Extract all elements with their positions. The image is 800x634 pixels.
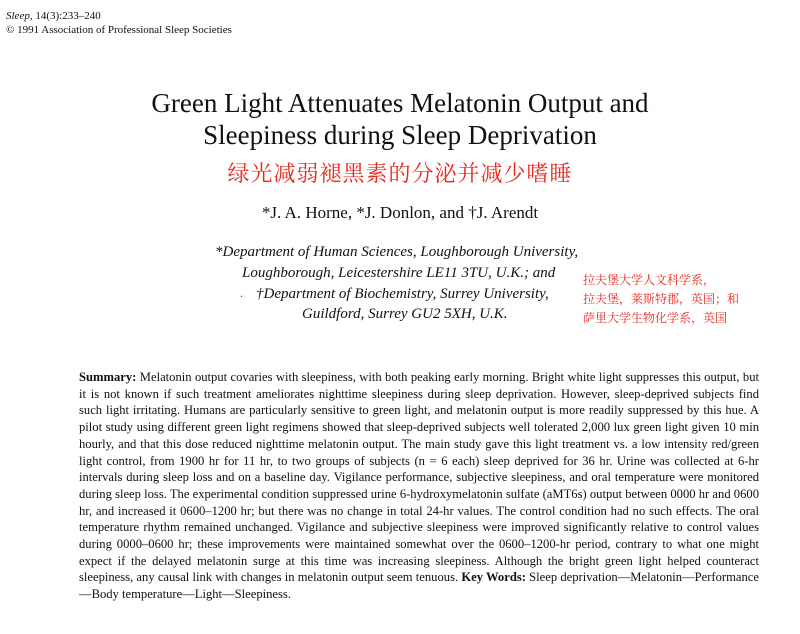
summary-label: Summary: [79,370,137,384]
journal-volume [6,9,232,23]
journal-name: Sleep, [6,10,33,22]
affiliation-line-1: *Department of Human Sciences, Loughborough University, [215,244,579,260]
affiliation-translation-2: 拉夫堡，莱斯特郡，英国；和 [583,292,740,306]
paper-title-translation: 绿光减弱褪黑素的分泌并减少嗜睡 [227,162,573,187]
abstract-summary [79,369,759,603]
copyright-notice: © 1991 Association of Professional Sleep Societies [6,24,232,36]
paper-title-line-1: Green Light Attenuates Melatonin Output and [151,88,649,118]
summary-text: Melatonin output covaries with sleepiness, with both peaking early morning. Bright white light suppresses this output, but it is not known if such treatment ameliorates nighttime sleepiness during sleep deprivation. However, sleep-deprived subjects find such light irritating. Humans are particularly sensitive to green light, and melatonin output is more readily suppressed by this hue. A pilot study using different green light regimens showed that sleep-deprived subjects well tolerated 2,000 lux green light given 10 min hourly, and that this dose reduced nighttime melatonin output. The main study gave this light treatment vs. a low intensity red/green light control, from 1900 hr for 11 hr, to two groups of subjects (n = 6 each) sleep deprived for 36 hr. Urine was collected at 6-hr intervals during sleep loss and on a baseline day. Vigilance performance, subjective sleepiness, and oral temperature were monitored during sleep loss. The experimental condition suppressed urine 6-hydroxymelatonin sulfate (aMT6s) output between 0000 hr and 0600 hr, and increased it 0600–1200 hr; but there was no change in total 24-hr values. The control condition had no such effects. The oral temperature rhythm remained unchanged. Vigilance and subjective sleepiness were improved significantly relative to control values during 0000–0600 hr; these improvements were maintained somewhat over the 0600–1200-hr period, contrary to what one might expect if the delayed melatonin surge at this time was increasing sleepiness. Although the bright green light helped counteract sleepiness, any causal link with changes in melatonin output seem tenuous. [79,370,759,585]
affiliation-translation-1: 拉夫堡大学人文科学系， [583,273,716,287]
journal-citation [6,9,232,37]
affiliation-line-2: Loughborough, Leicestershire LE11 3TU, U.K.; and [242,265,556,281]
affiliation-line-3: †Department of Biochemistry, Surrey University, [256,286,549,302]
paper-title-line-2: Sleepiness during Sleep Deprivation [203,120,597,150]
keywords-label: Key Words: [461,570,526,585]
scan-speck: . [240,286,243,300]
keywords-text: Sleep deprivation—Melatonin—Performance—Body temperature—Light—Sleepiness. [79,570,759,602]
affiliation-translation-3: 萨里大学生物化学系，英国 [583,311,728,325]
affiliation-line-4: Guildford, Surrey GU2 5XH, U.K. [302,306,508,322]
author-list: *J. A. Horne, *J. Donlon, and †J. Arendt [261,203,539,222]
journal-pages: 14(3):233–240 [35,10,101,22]
